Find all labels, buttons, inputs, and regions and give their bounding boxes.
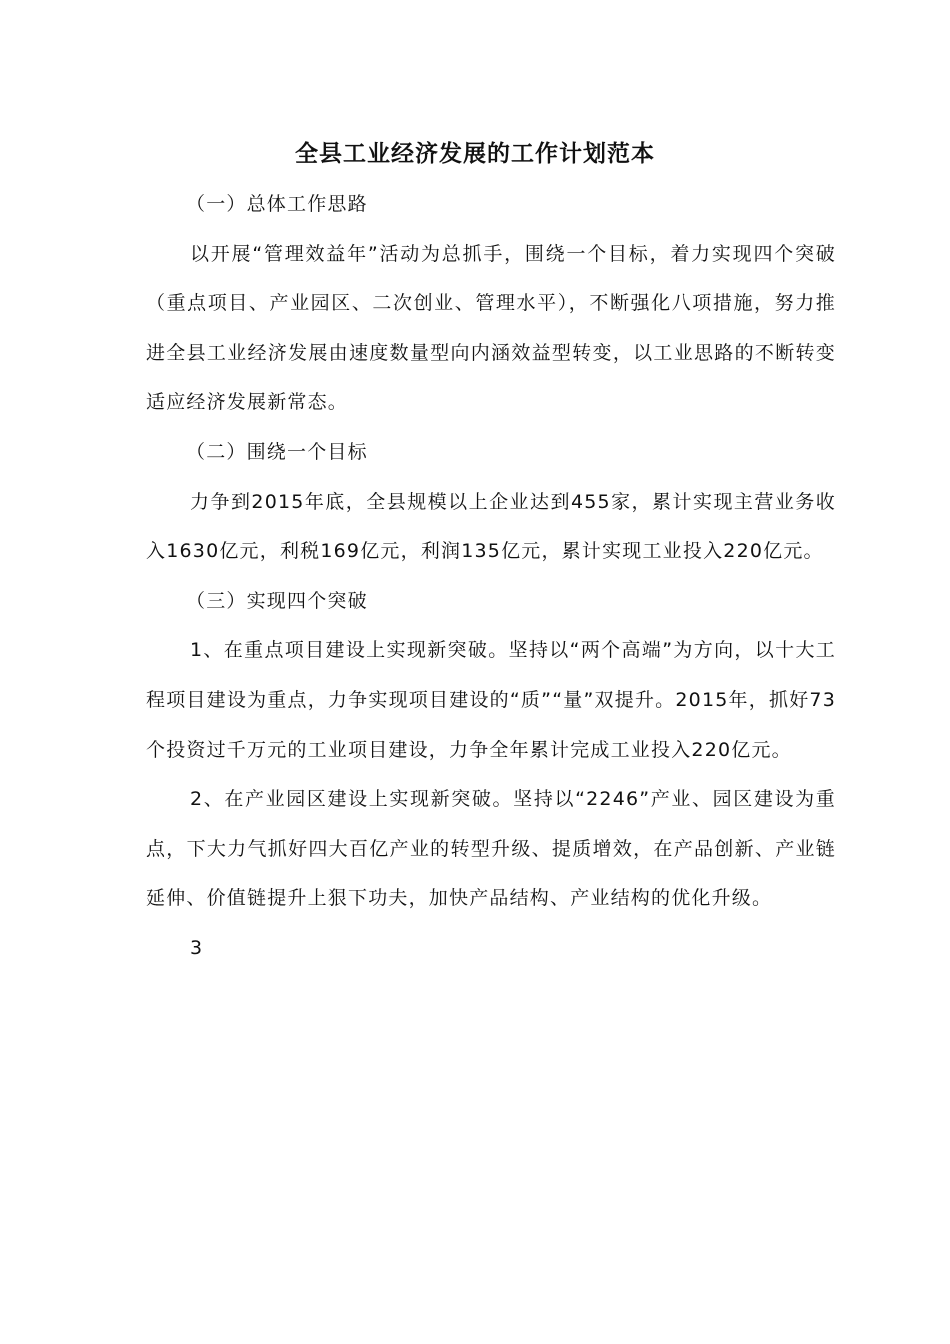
list-item-1: 1、在重点项目建设上实现新突破。坚持以“两个高端”为方向，以十大工程项目建设为重点，力争实现项目建设的“质”“量”双提升。2015年，抓好73个投资过千万元的工业项目建设，力争全年累计完成工业投入220亿元。 xyxy=(146,639,836,761)
section-paragraph-2: 力争到2015年底，全县规模以上企业达到455家，累计实现主营业务收入1630亿元，利税169亿元，利润135亿元，累计实现工业投入220亿元。 xyxy=(146,490,836,563)
document-body xyxy=(146,180,836,974)
section-paragraph-1: 以开展“管理效益年”活动为总抓手，围绕一个目标，着力实现四个突破（重点项目、产业园区、二次创业、管理水平），不断强化八项措施，努力推进全县工业经济发展由速度数量型向内涵效益型转变，以工业思路的不断转变适应经济发展新常态。 xyxy=(146,242,836,414)
section-heading-1: （一）总体工作思路 xyxy=(186,193,368,215)
list-item-2: 2、在产业园区建设上实现新突破。坚持以“2246”产业、园区建设为重点，下大力气抓好四大百亿产业的转型升级、提质增效，在产品创新、产业链延伸、价值链提升上狠下功夫，加快产品结构、产业结构的优化升级。 xyxy=(146,788,836,910)
section-heading-3: （三）实现四个突破 xyxy=(186,589,368,612)
document-title: 全县工业经济发展的工作计划范本 xyxy=(295,141,655,167)
page-number: 3 xyxy=(190,936,204,959)
section-heading-2: （二）围绕一个目标 xyxy=(186,440,368,463)
